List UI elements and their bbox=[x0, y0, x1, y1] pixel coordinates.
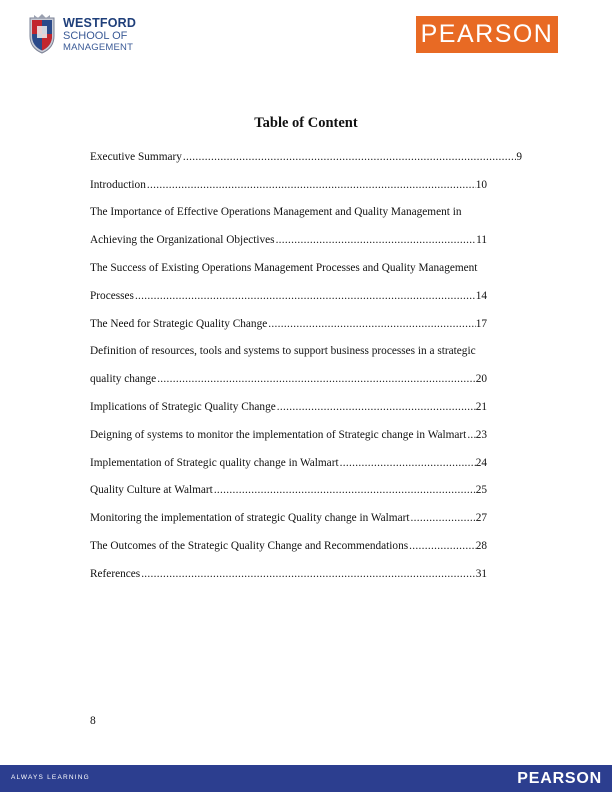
toc-entry-text: Introduction bbox=[90, 178, 146, 191]
toc-entry[interactable] bbox=[90, 560, 487, 588]
toc-leader bbox=[411, 512, 476, 524]
pearson-logo: PEARSON bbox=[416, 16, 558, 53]
toc-entry[interactable] bbox=[90, 365, 487, 393]
toc-entry-text: Implementation of Strategic quality change in Walmart bbox=[90, 456, 339, 469]
toc-entry-text: Monitoring the implementation of strategic Quality change in Walmart bbox=[90, 512, 410, 525]
toc-entry-text: Definition of resources, tools and systems to support business processes in a strategic bbox=[90, 345, 476, 358]
footer-tagline: ALWAYS LEARNING bbox=[11, 774, 90, 781]
toc-entry-text: Processes bbox=[90, 289, 134, 302]
toc-leader bbox=[183, 151, 516, 163]
toc-entry[interactable] bbox=[90, 532, 487, 560]
toc-leader bbox=[157, 373, 476, 385]
toc-entry[interactable] bbox=[90, 143, 522, 171]
toc-entry-line[interactable] bbox=[90, 254, 522, 282]
page-number: 8 bbox=[90, 715, 96, 727]
toc-leader bbox=[141, 568, 476, 580]
school-name-line1: WESTFORD bbox=[63, 16, 137, 30]
toc-entry[interactable] bbox=[90, 421, 487, 449]
toc-entry[interactable] bbox=[90, 449, 487, 477]
toc-entry[interactable] bbox=[90, 282, 487, 310]
toc-entry-page: 21 bbox=[475, 401, 487, 414]
toc-entry-page: 27 bbox=[475, 512, 487, 525]
toc-entry-page: 17 bbox=[475, 317, 487, 330]
toc-entry-text: The Need for Strategic Quality Change bbox=[90, 317, 268, 330]
toc-entry-line[interactable] bbox=[90, 338, 522, 366]
toc-entry-page: 23 bbox=[475, 428, 487, 441]
toc-entry-text: References bbox=[90, 567, 141, 580]
toc-entry-text: quality change bbox=[90, 373, 157, 386]
toc-entry[interactable] bbox=[90, 171, 487, 199]
toc-leader bbox=[277, 401, 476, 413]
toc-entry[interactable] bbox=[90, 393, 487, 421]
toc-entry-text: Executive Summary bbox=[90, 150, 182, 163]
toc-leader bbox=[135, 290, 476, 302]
toc-entry-line[interactable] bbox=[90, 199, 522, 227]
toc-entry[interactable] bbox=[90, 504, 487, 532]
toc-leader bbox=[340, 457, 476, 469]
toc-entry-text: Achieving the Organizational Objectives bbox=[90, 234, 275, 247]
footer-bar bbox=[0, 765, 612, 792]
westford-logo bbox=[28, 14, 168, 56]
toc-entry-text: The Importance of Effective Operations Management and Quality Management in bbox=[90, 206, 462, 219]
toc-entry-text: Quality Culture at Walmart bbox=[90, 484, 213, 497]
toc-leader bbox=[214, 484, 476, 496]
toc-entry-text: Deigning of systems to monitor the implementation of Strategic change in Walmart bbox=[90, 428, 467, 441]
school-name-line2: SCHOOL OF bbox=[63, 29, 128, 42]
toc-entry-page: 24 bbox=[475, 456, 487, 469]
toc-entry[interactable] bbox=[90, 310, 487, 338]
toc-entry-text: The Success of Existing Operations Management Processes and Quality Management bbox=[90, 262, 478, 275]
toc-entry[interactable] bbox=[90, 477, 487, 505]
toc-entry-page: 11 bbox=[476, 234, 487, 247]
toc-entry-text: Implications of Strategic Quality Change bbox=[90, 401, 276, 414]
toc-entry-page: 28 bbox=[475, 540, 487, 553]
footer-pearson-logo: PEARSON bbox=[517, 770, 602, 787]
toc-entry[interactable] bbox=[90, 226, 487, 254]
toc-entry-page: 14 bbox=[475, 289, 487, 302]
toc-leader bbox=[276, 234, 477, 246]
toc-leader bbox=[147, 179, 476, 191]
toc-entry-page: 10 bbox=[475, 178, 487, 191]
toc-leader bbox=[409, 540, 476, 552]
westford-crest-icon bbox=[28, 14, 56, 54]
toc-title: Table of Content bbox=[254, 115, 358, 131]
toc-entry-page: 9 bbox=[516, 150, 522, 163]
school-name-line3: MANAGEMENT bbox=[63, 41, 134, 53]
toc-entry-page: 31 bbox=[475, 567, 487, 580]
table-of-contents bbox=[90, 143, 522, 588]
toc-leader bbox=[467, 429, 475, 441]
toc-leader bbox=[268, 318, 475, 330]
toc-entry-text: The Outcomes of the Strategic Quality Change and Recommendations bbox=[90, 540, 409, 553]
toc-entry-page: 20 bbox=[475, 373, 487, 386]
toc-entry-page: 25 bbox=[475, 484, 487, 497]
